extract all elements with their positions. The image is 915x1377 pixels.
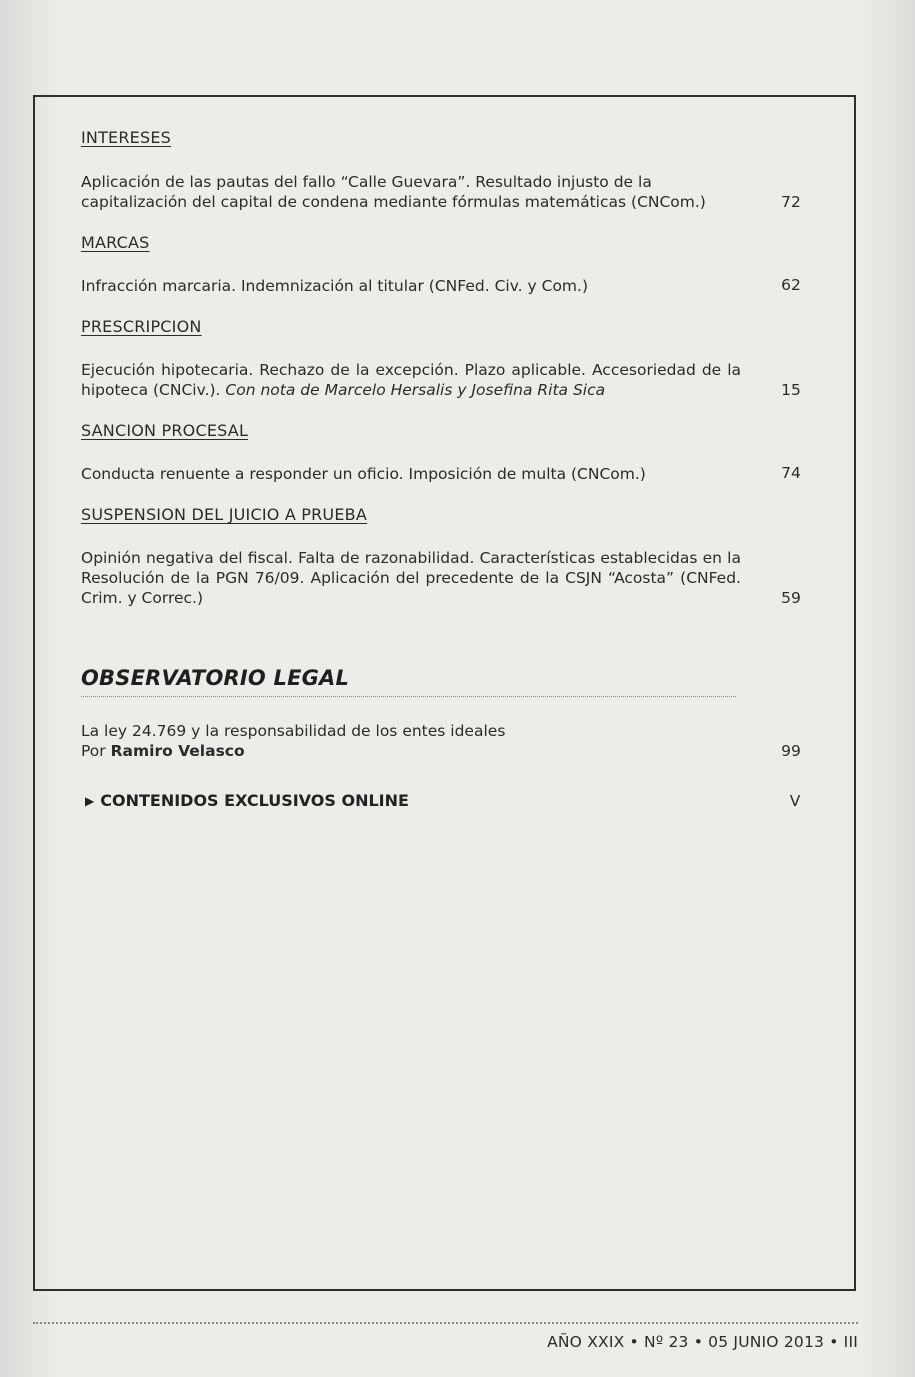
page-number-intereses: 72: [781, 193, 801, 211]
toc-entry-intereses: Aplicación de las pautas del fallo “Calle Guevara”. Resultado injusto de la capitalización del capital de condena mediante fórmulas matemáticas (CNCom.): [81, 173, 706, 211]
page-number-marcas: 62: [781, 276, 801, 294]
online-contents-link[interactable]: [85, 791, 409, 810]
author-name: Ramiro Velasco: [110, 742, 245, 760]
observatorio-byline: [81, 741, 741, 761]
triangle-right-icon: ▶: [85, 794, 95, 808]
observatorio-article-title: La ley 24.769 y la responsabilidad de los entes ideales: [81, 722, 506, 740]
toc-entry-prescripcion-note: Con nota de Marcelo Hersalis y Josefina Rita Sica: [225, 381, 606, 399]
section-heading-intereses: INTERESES: [81, 128, 172, 147]
footer-divider: [33, 1322, 858, 1324]
observatorio-legal-title: OBSERVATORIO LEGAL: [81, 666, 350, 690]
page-number-suspension-juicio: 59: [781, 589, 801, 607]
section-divider: [81, 696, 736, 697]
footer-issue-info: AÑO XXIX • Nº 23 • 05 JUNIO 2013 • III: [547, 1333, 858, 1351]
section-heading-prescripcion: PRESCRIPCION: [81, 317, 202, 336]
toc-entry-sancion-procesal: Conducta renuente a responder un oficio. Imposición de multa (CNCom.): [81, 465, 646, 483]
toc-entry-prescripcion-text: Ejecución hipotecaria. Rechazo de la excepción. Plazo aplicable. Accesoriedad de la hipoteca (CNCiv.).: [81, 361, 741, 399]
section-heading-sancion-procesal: SANCION PROCESAL: [81, 421, 249, 440]
toc-entry-marcas: Infracción marcaria. Indemnización al titular (CNFed. Civ. y Com.): [81, 277, 588, 295]
toc-entry-suspension-juicio: Opinión negativa del fiscal. Falta de razonabilidad. Características establecidas en la Resolución de la PGN 76/09. Aplicación del precedente de la CSJN “Acosta” (CNFed. Crim. y Correc.): [81, 549, 741, 607]
toc-entry-prescripcion: [81, 360, 741, 400]
online-contents-label: CONTENIDOS EXCLUSIVOS ONLINE: [100, 791, 409, 810]
section-heading-marcas: MARCAS: [81, 233, 150, 252]
page-number-prescripcion: 15: [781, 381, 801, 399]
page-number-observatorio: 99: [781, 742, 801, 760]
page-number-online: V: [789, 792, 801, 810]
content-frame: [33, 95, 856, 1291]
toc-entry-observatorio: [81, 721, 741, 761]
page-number-sancion-procesal: 74: [781, 464, 801, 482]
section-heading-suspension-juicio: SUSPENSION DEL JUICIO A PRUEBA: [81, 505, 367, 524]
byline-label: Por: [81, 742, 106, 760]
